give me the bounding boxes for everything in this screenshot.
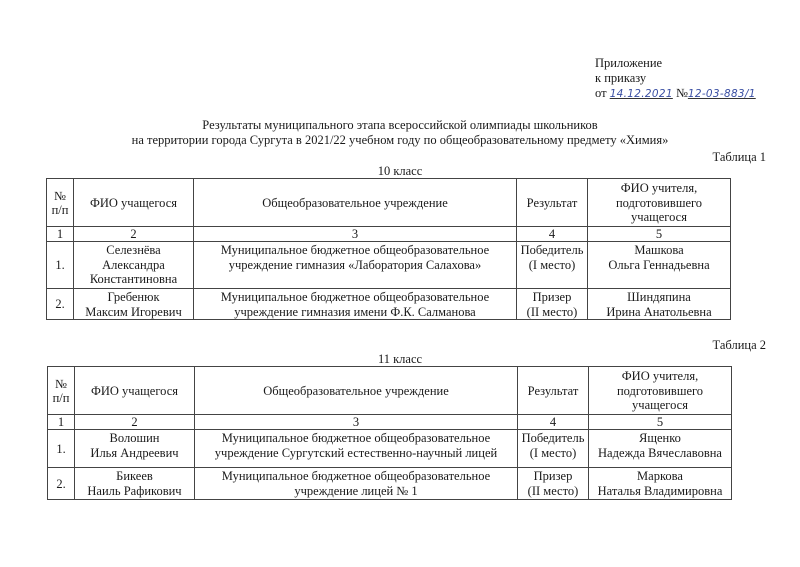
table-header-row [48, 367, 732, 415]
table-row [48, 430, 732, 468]
table-row [47, 242, 731, 289]
document-title [0, 118, 800, 148]
student-name: Волошин Илья Андреевич [75, 430, 195, 468]
teacher-name: Маркова Наталья Владимировна [589, 468, 732, 500]
column-index-row [48, 415, 732, 430]
school-name: Муниципальное бюджетное общеобразовательное учреждение лицей № 1 [195, 468, 518, 500]
teacher-name: Шиндяпина Ирина Анатольевна [588, 289, 731, 320]
header-student: ФИО учащегося [74, 179, 194, 227]
from-label: от [595, 86, 607, 100]
col-index-5: 5 [589, 415, 732, 430]
teacher-name: Ященко Надежда Вячеславовна [589, 430, 732, 468]
col-index-1: 1 [48, 415, 75, 430]
table-2-label: Таблица 2 [712, 338, 766, 352]
result: Призер (II место) [518, 468, 589, 500]
table-1-class-label: 10 класс [377, 164, 423, 178]
table-row [47, 289, 731, 320]
header-num: № п/п [47, 179, 74, 227]
header-school: Общеобразовательное учреждение [195, 367, 518, 415]
header-student: ФИО учащегося [75, 367, 195, 415]
result: Призер (II место) [517, 289, 588, 320]
table-row [48, 468, 732, 500]
header-teacher: ФИО учителя, подготовившего учащегося [589, 367, 732, 415]
column-index-row [47, 227, 731, 242]
header-teacher: ФИО учителя, подготовившего учащегося [588, 179, 731, 227]
row-number: 2. [47, 289, 74, 320]
title-line-1: Результаты муниципального этапа всероссийской олимпиады школьников [202, 118, 598, 132]
table-header-row [47, 179, 731, 227]
row-number: 1. [47, 242, 74, 289]
student-name: Бикеев Наиль Рафикович [75, 468, 195, 500]
order-number: 12-03-883/1 [687, 88, 756, 100]
result: Победитель (I место) [518, 430, 589, 468]
appendix-order-details [595, 86, 756, 102]
col-index-5: 5 [588, 227, 731, 242]
header-school: Общеобразовательное учреждение [194, 179, 517, 227]
row-number: 2. [48, 468, 75, 500]
title-line-2: на территории города Сургута в 2021/22 учебном году по общеобразовательному предмету «Химия» [131, 133, 669, 147]
table-1-label: Таблица 1 [712, 150, 766, 164]
order-date: 14.12.2021 [609, 88, 673, 100]
result: Победитель (I место) [517, 242, 588, 289]
col-index-2: 2 [74, 227, 194, 242]
appendix-order-ref: к приказу [595, 71, 647, 85]
student-name: Селезнёва Александра Константиновна [74, 242, 194, 289]
header-num: № п/п [48, 367, 75, 415]
header-result: Результат [517, 179, 588, 227]
school-name: Муниципальное бюджетное общеобразовательное учреждение гимназия «Лаборатория Салахова» [194, 242, 517, 289]
col-index-2: 2 [75, 415, 195, 430]
appendix-title: Приложение [595, 56, 663, 70]
number-label: № [675, 86, 688, 100]
results-table-11-class [47, 366, 732, 500]
table-2-class-label: 11 класс [377, 352, 423, 366]
col-index-3: 3 [194, 227, 517, 242]
teacher-name: Машкова Ольга Геннадьевна [588, 242, 731, 289]
col-index-3: 3 [195, 415, 518, 430]
school-name: Муниципальное бюджетное общеобразовательное учреждение Сургутский естественно-научный лицей [195, 430, 518, 468]
row-number: 1. [48, 430, 75, 468]
results-table-10-class [46, 178, 731, 320]
col-index-1: 1 [47, 227, 74, 242]
col-index-4: 4 [517, 227, 588, 242]
col-index-4: 4 [518, 415, 589, 430]
student-name: Гребенюк Максим Игоревич [74, 289, 194, 320]
header-result: Результат [518, 367, 589, 415]
appendix-header [595, 56, 756, 102]
school-name: Муниципальное бюджетное общеобразовательное учреждение гимназия имени Ф.К. Салманова [194, 289, 517, 320]
